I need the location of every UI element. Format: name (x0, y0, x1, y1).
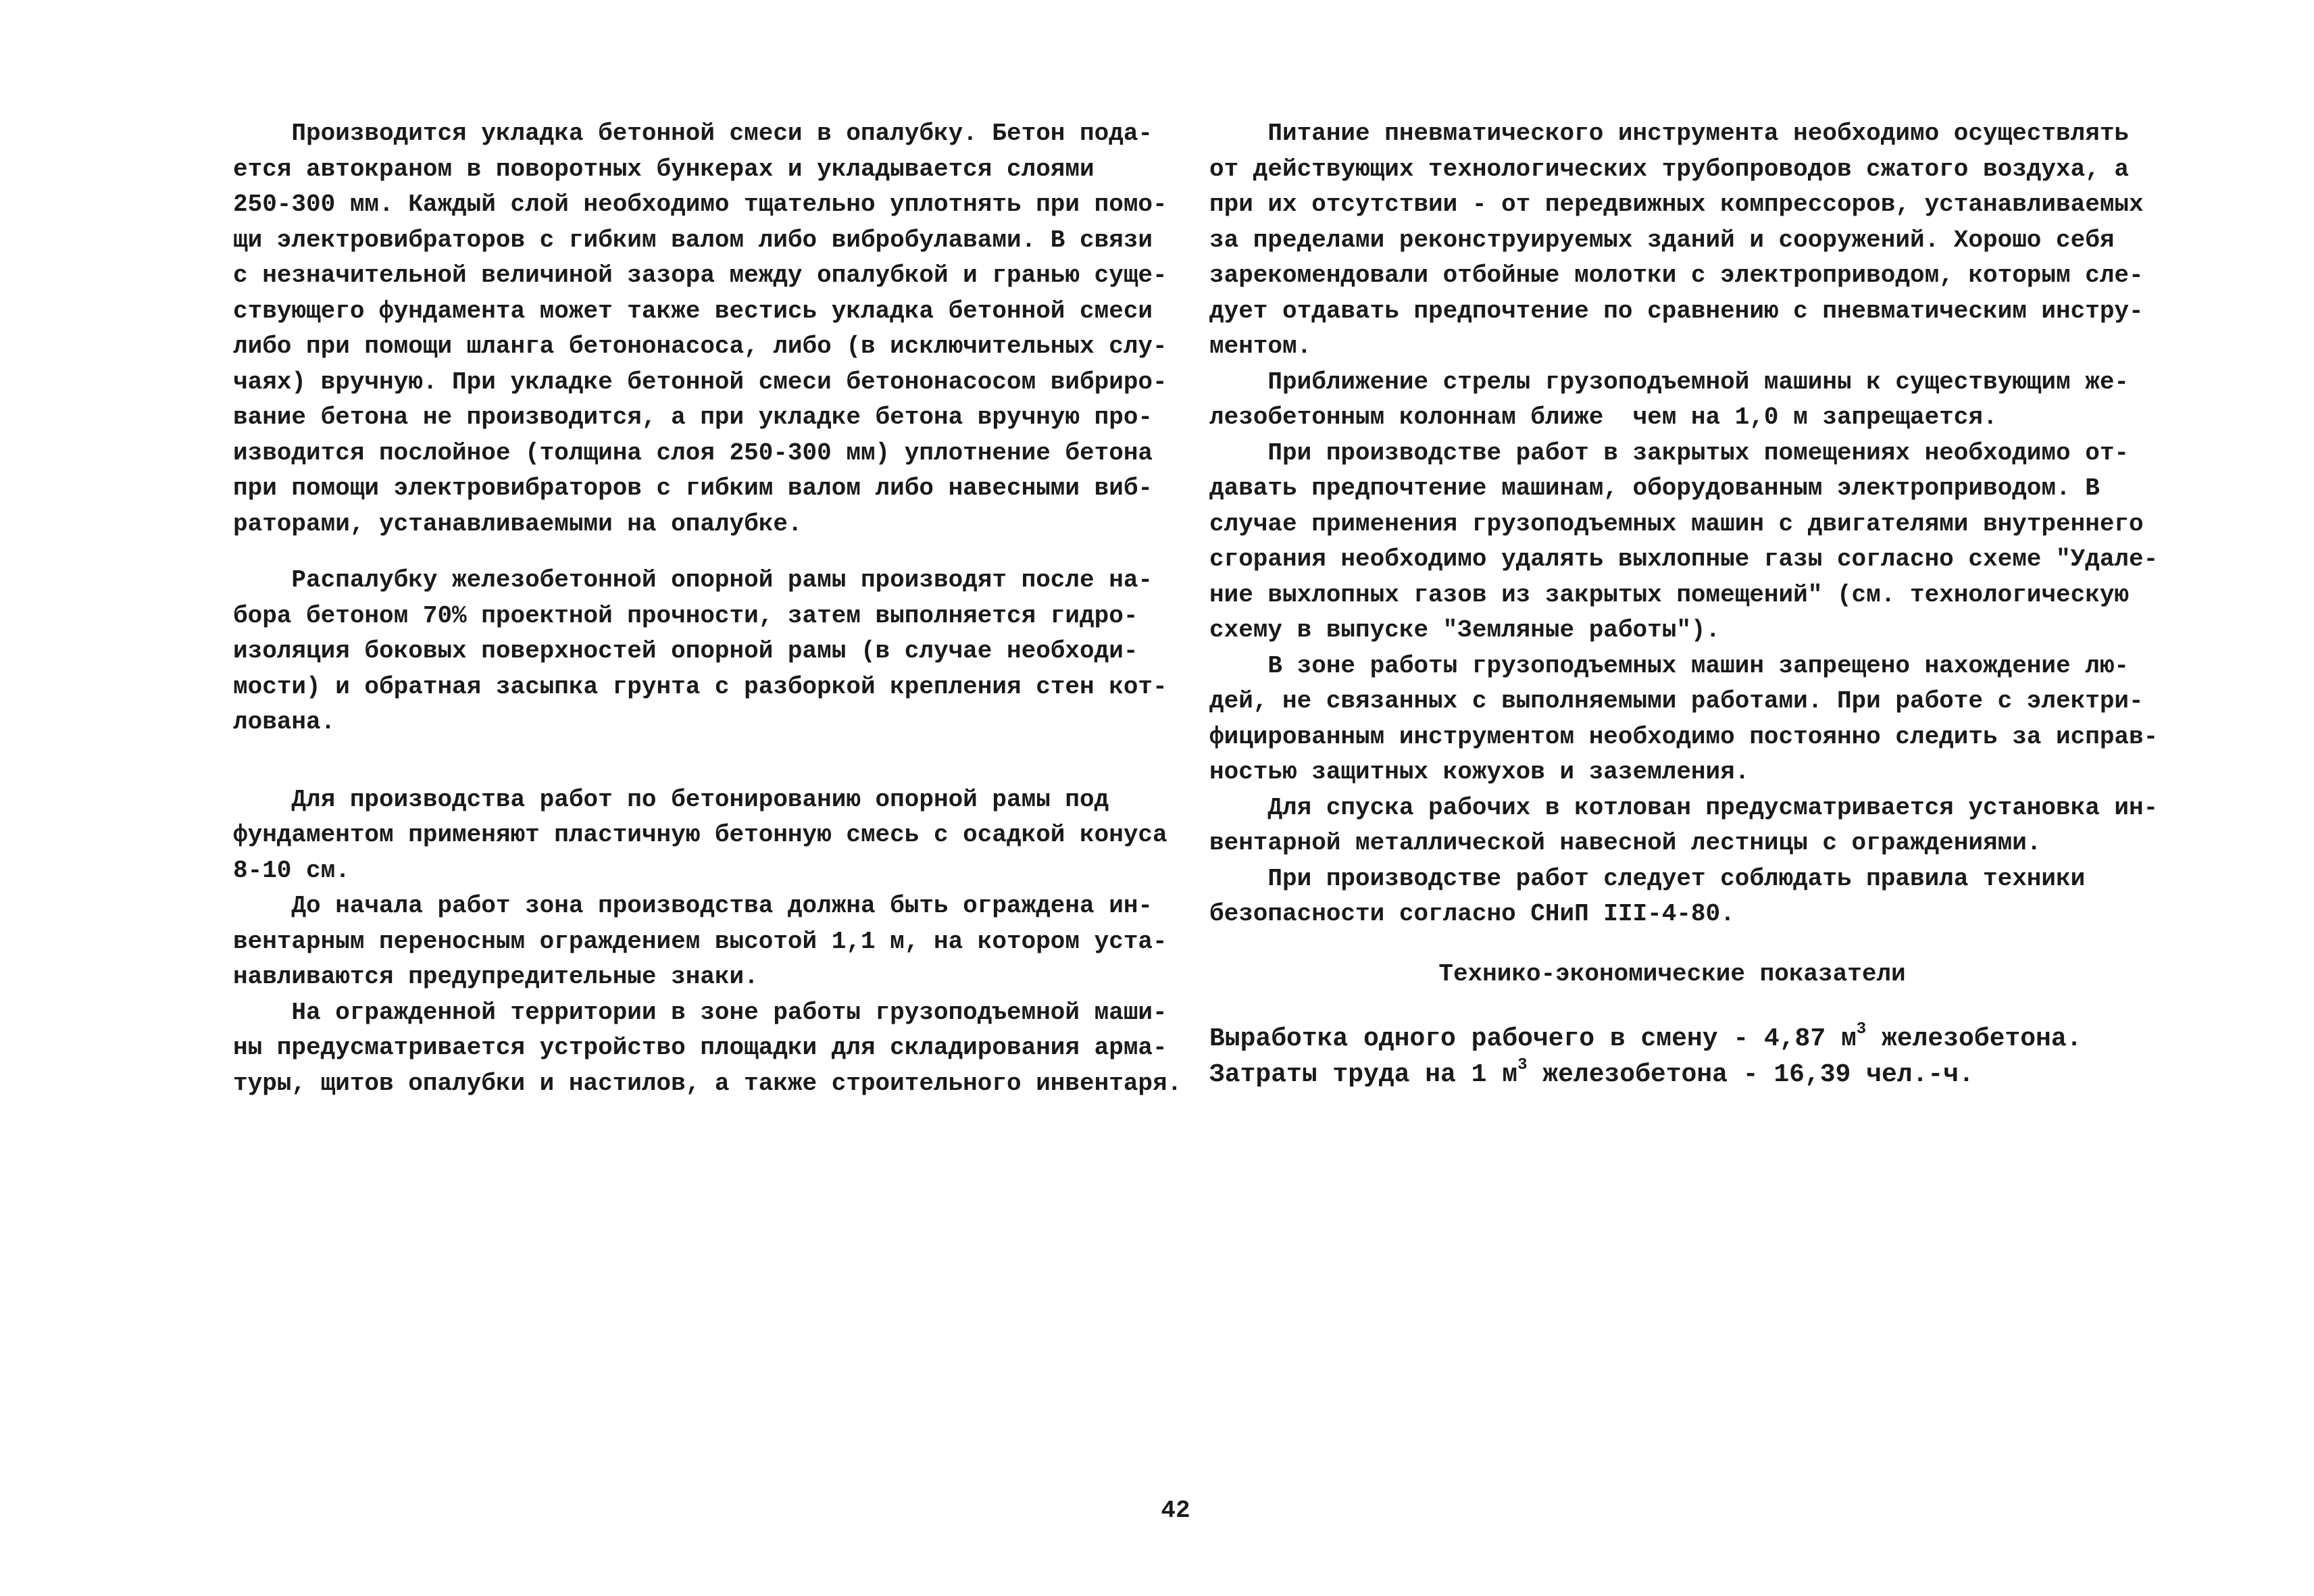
text-line: безопасности согласно СНиП III-4-80. (1209, 900, 1735, 928)
text-line: В зоне работы грузоподъемных машин запрещено нахождение лю- (1209, 651, 2130, 680)
text-line: вание бетона не производится, а при укладке бетона вручную про- (233, 403, 1153, 431)
text-line: ностью защитных кожухов и заземления. (1209, 758, 1750, 786)
indicator-labor (1209, 1057, 2135, 1093)
text-line: фундаментом применяют пластичную бетонную смесь с осадкой конуса (233, 821, 1167, 849)
text-line: Для спуска рабочих в котлован предусматривается установка ин- (1209, 793, 2159, 822)
indicator-text: Затраты труда на 1 м (1209, 1059, 1518, 1089)
paragraph (233, 563, 1167, 741)
text-line: 8-10 см. (233, 856, 350, 884)
text-line: бора бетоном 70% проектной прочности, затем выполняется гидро- (233, 601, 1138, 630)
text-line: изоляция боковых поверхностей опорной рамы (в случае необходи- (233, 637, 1138, 665)
text-line: раторами, устанавливаемыми на опалубке. (233, 509, 803, 538)
text-line: На огражденной территории в зоне работы грузоподъемной маши- (233, 998, 1167, 1026)
right-column (1209, 116, 2159, 1093)
text-line: при помощи электровибраторов с гибким валом либо навесными виб- (233, 474, 1153, 502)
paragraph (1209, 116, 2144, 365)
text-line: дей, не связанных с выполняемыми работами. При работе с электри- (1209, 687, 2144, 715)
superscript: 3 (1856, 1020, 1867, 1039)
text-line: щи электровибраторов с гибким валом либо вибробулавами. В связи (233, 226, 1153, 254)
text-line: схему в выпуске "Земляные работы"). (1209, 616, 1721, 644)
text-line: лована. (233, 708, 336, 736)
text-line: вентарным переносным ограждением высотой 1,1 м, на котором уста- (233, 927, 1167, 955)
text-line: ствующего фундамента может также вестись укладка бетонной смеси (233, 297, 1153, 325)
paragraph (233, 782, 1167, 889)
text-line: Питание пневматического инструмента необходимо осуществлять (1209, 120, 2130, 147)
text-line: либо при помощи шланга бетононасоса, либо (в исключительных слу- (233, 332, 1167, 360)
text-line: с незначительной величиной зазора между опалубкой и гранью суще- (233, 261, 1167, 289)
paragraph (233, 995, 1182, 1102)
text-line: лезобетонным колоннам ближе чем на 1,0 м запрещается. (1209, 403, 1998, 431)
section-heading: Технико-экономические показатели (1438, 959, 1906, 988)
text-line: 250-300 мм. Каждый слой необходимо тщательно уплотнять при помо- (233, 191, 1167, 218)
indicator-output (1209, 1022, 2135, 1057)
text-line: от действующих технологических трубопроводов сжатого воздуха, а (1209, 155, 2130, 183)
indicator-text: Выработка одного рабочего в смену - 4,87 м (1209, 1024, 1857, 1053)
paragraph (233, 889, 1167, 995)
paragraph (233, 116, 1167, 542)
text-line: До начала работ зона производства должна быть ограждена ин- (233, 892, 1153, 920)
paragraph (1209, 365, 2135, 436)
text-line: мости) и обратная засыпка грунта с разборкой крепления стен кот- (233, 672, 1167, 701)
text-line: сгорания необходимо удалять выхлопные газы согласно схеме "Удале- (1209, 545, 2159, 573)
text-line: давать предпочтение машинам, оборудованным электроприводом. В (1209, 474, 2100, 502)
text-line: за пределами реконструируемых зданий и сооружений. Хорошо себя (1209, 226, 2115, 254)
text-line: При производстве работ в закрытых помещениях необходимо от- (1209, 439, 2130, 467)
text-line: фицированным инструментом необходимо постоянно следить за исправ- (1209, 722, 2159, 751)
text-line: ется автокраном в поворотных бункерах и укладывается слоями (233, 155, 1095, 183)
paragraph (1209, 862, 2135, 932)
superscript: 3 (1517, 1055, 1528, 1074)
text-line: При производстве работ следует соблюдать правила техники (1209, 864, 2086, 893)
paragraph (1209, 649, 2159, 791)
text-line: изводится послойное (толщина слоя 250-300 мм) уплотнение бетона (233, 439, 1153, 467)
paragraph (1209, 791, 2159, 862)
text-line: ние выхлопных газов из закрытых помещений" (см. технологическую (1209, 580, 2130, 609)
text-line: чаях) вручную. При укладке бетонной смеси бетононасосом вибриро- (233, 368, 1167, 396)
indicator-text: железобетона. (1866, 1024, 2082, 1053)
text-line: при их отсутствии - от передвижных компрессоров, устанавливаемых (1209, 191, 2144, 218)
text-line: вентарной металлической навесной лестницы с ограждениями. (1209, 829, 2042, 857)
text-line: навливаются предупредительные знаки. (233, 963, 759, 991)
text-line: дует отдавать предпочтение по сравнению с пневматическим инстру- (1209, 297, 2144, 325)
text-line: зарекомендовали отбойные молотки с электроприводом, которым сле- (1209, 261, 2144, 289)
text-line: случае применения грузоподъемных машин с двигателями внутреннего (1209, 509, 2144, 538)
indicator-text: железобетона - 16,39 чел.-ч. (1527, 1059, 1974, 1089)
text-line: Для производства работ по бетонированию опорной рамы под (233, 785, 1109, 814)
text-line: ментом. (1209, 332, 1312, 360)
left-column (233, 116, 1182, 1101)
paragraph (1209, 436, 2159, 649)
text-line: Распалубку железобетонной опорной рамы производят после на- (233, 566, 1153, 594)
text-line: ны предусматривается устройство площадки для складирования арма- (233, 1034, 1167, 1062)
text-line: туры, щитов опалубки и настилов, а также строительного инвентаря. (233, 1069, 1182, 1097)
text-line: Производится укладка бетонной смеси в опалубку. Бетон пода- (233, 120, 1153, 147)
indicators-block (1209, 1022, 2135, 1093)
text-line: Приближение стрелы грузоподъемной машины к существующим же- (1209, 368, 2130, 396)
page-number: 42 (1161, 1497, 1190, 1524)
